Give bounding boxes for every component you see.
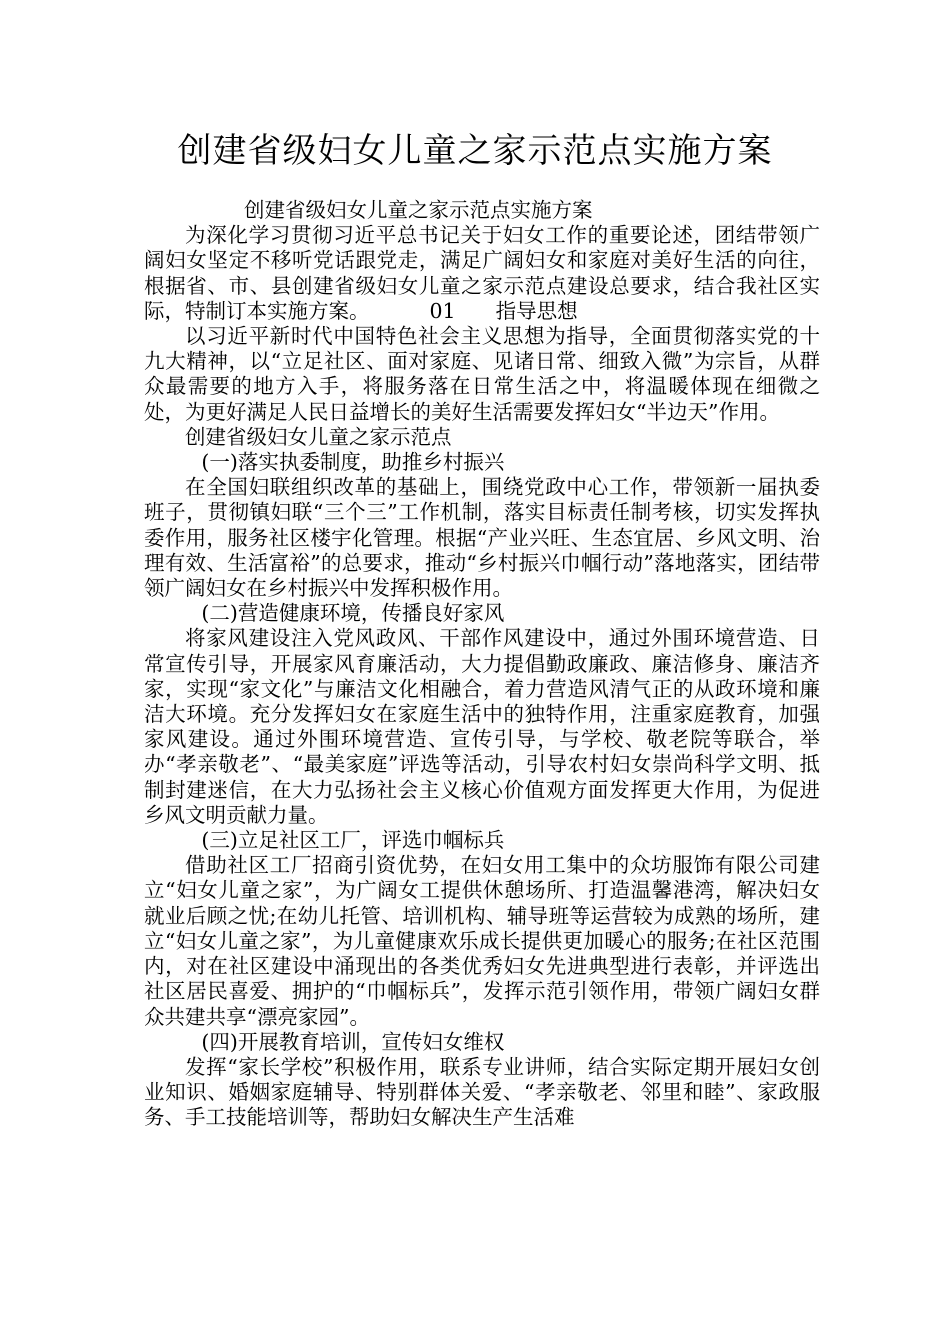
- document-subtitle: 创建省级妇女儿童之家示范点实施方案: [244, 198, 593, 222]
- guiding-paragraph: 以习近平新时代中国特色社会主义思想为指导，全面贯彻落实党的十九大精神，以“立足社区、面对家庭、见诸日常、细致入微”为宗旨，从群众最需要的地方入手，将服务落在日常生活之中，将温暖体现在细微之处，为更好满足人民日益增长的美好生活需要发挥妇女“半边天”作用。: [144, 324, 820, 424]
- subheading-1: (一)落实执委制度，助推乡村振兴: [201, 450, 505, 475]
- document-body: [144, 198, 820, 1131]
- document-title: 创建省级妇女儿童之家示范点实施方案: [177, 131, 773, 171]
- subheading-4: (四)开展教育培训，宣传妇女维权: [201, 1029, 505, 1054]
- section-heading: 创建省级妇女儿童之家示范点: [185, 424, 452, 449]
- paragraph-1: 在全国妇联组织改革的基础上，围绕党政中心工作，带领新一届执委班子，贯彻镇妇联“三个三”工作机制，落实目标责任制考核，切实发挥执委作用，服务社区楼宇化管理。根据“产业兴旺、生态宜居、乡风文明、治理有效、生活富裕”的总要求，推动“乡村振兴巾帼行动”落地落实，团结带领广阔妇女在乡村振兴中发挥积极作用。: [144, 475, 820, 601]
- intro-paragraph: [144, 223, 820, 324]
- paragraph-4: 发挥“家长学校”积极作用，联系专业讲师，结合实际定期开展妇女创业知识、婚姻家庭辅导、特别群体关爱、“孝亲敬老、邻里和睦”、家政服务、手工技能培训等，帮助妇女解决生产生活难: [144, 1054, 820, 1130]
- paragraph-3: 借助社区工厂招商引资优势，在妇女用工集中的众坊服饰有限公司建立“妇女儿童之家”，为广阔女工提供休憩场所、打造温馨港湾，解决妇女就业后顾之忧;在幼儿托管、培训机构、辅导班等运营较为成熟的场所，建立“妇女儿童之家”，为儿童健康欢乐成长提供更加暖心的服务;在社区范围内，对在社区建设中涌现出的各类优秀妇女先进典型进行表彰，并评选出社区居民喜爱、拥护的“巾帼标兵”，发挥示范引领作用，带领广阔妇女群众共建共享“漂亮家园”。: [144, 853, 820, 1029]
- section-number: 01: [429, 298, 456, 323]
- intro-text: 为深化学习贯彻习近平总书记关于妇女工作的重要论述，团结带领广阔妇女坚定不移听党话跟党走，满足广阔妇女和家庭对美好生活的向往，根据省、市、县创建省级妇女儿童之家示范点建设总要求，结合我社区实际，特制订本实施方案。: [144, 223, 820, 323]
- paragraph-2: 将家风建设注入党风政风、干部作风建设中，通过外围环境营造、日常宣传引导，开展家风育廉活动，大力提倡勤政廉政、廉洁修身、廉洁齐家，实现“家文化”与廉洁文化相融合，着力营造风清气正的从政环境和廉洁大环境。充分发挥妇女在家庭生活中的独特作用，注重家庭教育，加强家风建设。通过外围环境营造、宣传引导，与学校、敬老院等联合，举办“孝亲敬老”、“最美家庭”评选等活动，引导农村妇女崇尚科学文明、抵制封建迷信，在大力弘扬社会主义核心价值观方面发挥更大作用，为促进乡风文明贡献力量。: [144, 626, 820, 827]
- section-label: 指导思想: [495, 298, 578, 323]
- subheading-3: (三)立足社区工厂，评选巾帼标兵: [201, 828, 505, 853]
- subheading-2: (二)营造健康环境，传播良好家风: [201, 601, 505, 626]
